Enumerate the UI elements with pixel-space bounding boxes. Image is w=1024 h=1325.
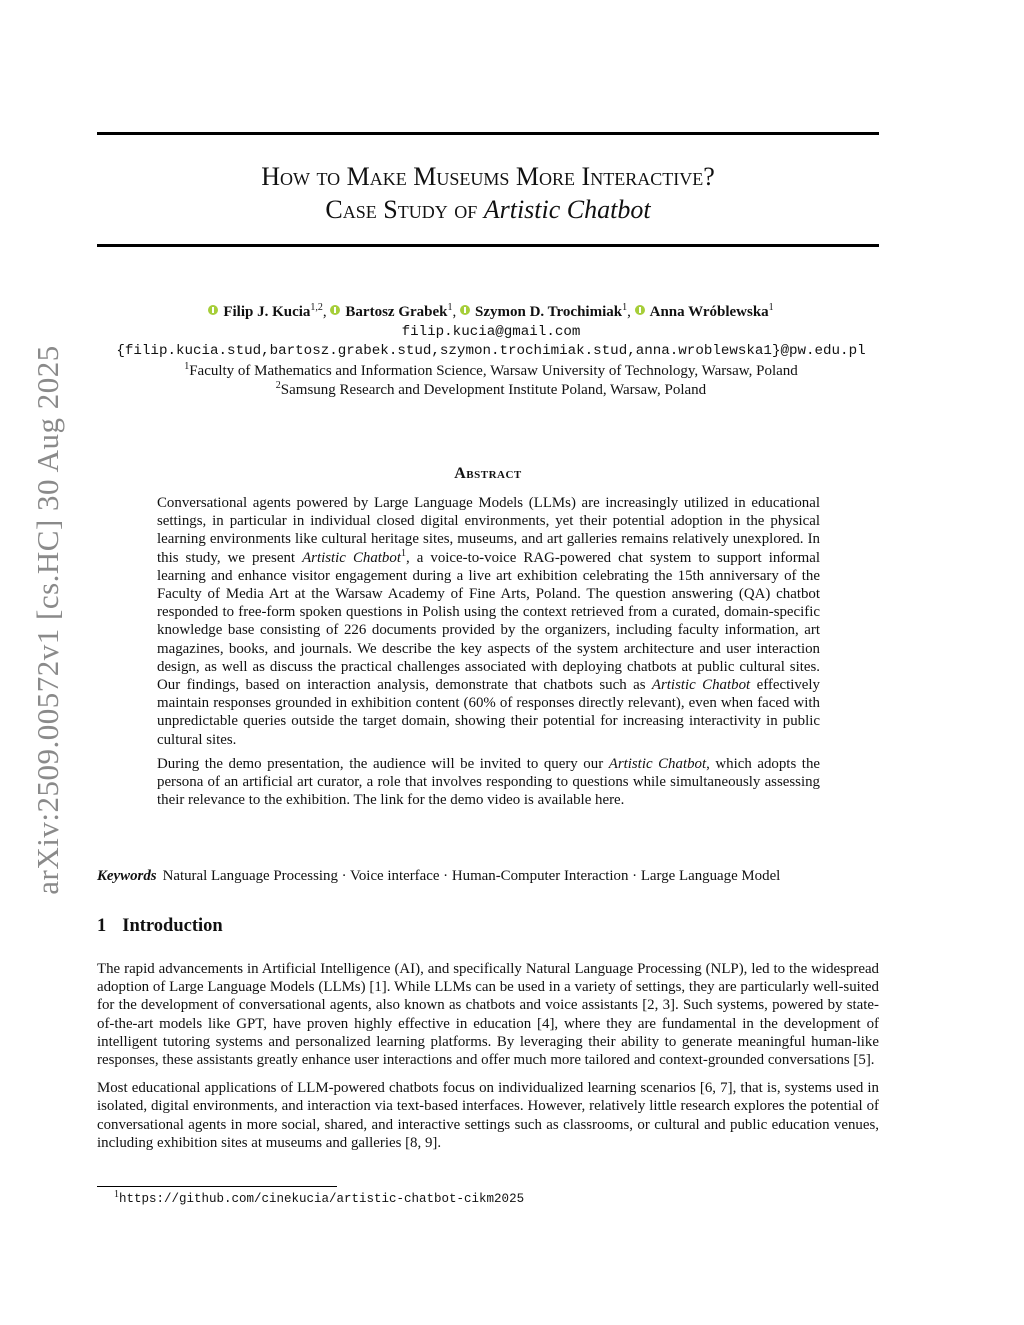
affiliation-1	[60, 362, 922, 382]
abstract-text: , a voice-to-voice RAG-powered chat system to support informal learning and enhance visitor engagement during a live art exhibition celebrating the 15th anniversary of the Faculty of Media Art at the Warsaw Academy of Fine Arts, Poland. The question answering (QA) chatbot responded to free-form spoken questions in Polish using the context retrieved from a curated, domain-specific knowledge base consisting of 226 documents provided by the organizers, including faculty information, art magazines, books, and journals. We describe the key aspects of the system architecture and user interaction design, as well as discuss the practical challenges associated with deploying chatbots at public cultural sites. Our findings, based on interaction analysis, demonstrate that chatbots such as	[157, 549, 820, 694]
title-bottom-rule	[97, 244, 879, 247]
affiliation-2	[60, 381, 922, 401]
author-name: Bartosz Grabek	[345, 304, 448, 320]
title-line-2-prefix: Case Study of	[325, 195, 478, 224]
abstract-body	[157, 494, 820, 815]
keywords-label: Keywords	[97, 868, 157, 884]
abstract-paragraph	[157, 755, 820, 810]
abstract-text: , which adopts the persona of an artificial art curator, a role that involves responding to questions while simultaneously assessing their relevance to the exhibition. The link for the demo video is available here.	[157, 755, 820, 809]
footnote-rule	[97, 1186, 337, 1187]
author-name: Anna Wróblewska	[649, 304, 769, 320]
section-heading	[97, 916, 239, 937]
title-line-2-italic: Artistic Chatbot	[483, 195, 651, 224]
affiliation-sup: 1	[184, 360, 190, 372]
abstract-text: effectively maintain responses grounded in exhibition content (60% of responses directly relevant), even when faced with unpredictable queries outside the target domain, showing their potential for increasing interactivity in public cultural sites.	[157, 677, 820, 748]
paper-title	[97, 160, 879, 226]
footnote-sup: 1	[114, 1189, 119, 1200]
footnote-marker[interactable]: 1	[400, 547, 406, 559]
intro-paragraph: Most educational applications of LLM-powered chatbots focus on individualized learning scenarios [6, 7], that is, systems used in isolated, digital environments, and interaction via text-based interfaces. However, relatively little research explores the potential of conversational agents in more social, shared, and interactive settings such as classrooms, or cultural and public education venues, including exhibition sites at museums and galleries [8, 9].	[97, 1080, 879, 1151]
intro-paragraph: The rapid advancements in Artificial Intelligence (AI), and specifically Natural Language Processing (NLP), led to the widespread adoption of Large Language Models (LLMs) [1]. While LLMs can be used in a variety of settings, they are particularly well-suited for the development of conversational agents, also known as chatbots and voice assistants [2, 3]. Such systems, powered by state-of-the-art models like GPT, have proven highly effective in education [4], where they are fundamental in the development of intelligent tutoring systems and personalized learning platforms. By leveraging their ability to generate meaningful human-like responses, these assistants greatly enhance user interactions and offer much more tailored and context-grounded conversations [5].	[97, 961, 879, 1069]
author-list: Filip J. Kucia$^{1,2}$, Bartosz Grabek$^1$, Szymon D. Trochimiak$^1$, Anna Wróblewska$^1$	[60, 303, 922, 323]
arxiv-stamp: arXiv:2509.00572v1 [cs.HC] 30 Aug 2025	[30, 345, 65, 895]
keywords	[97, 868, 887, 885]
affiliation-text: Samsung Research and Development Institute Poland, Warsaw, Poland	[280, 382, 707, 398]
abstract-text: During the demo presentation, the audience will be invited to query our	[157, 755, 609, 772]
author-block	[60, 303, 922, 401]
section-number: 1	[97, 916, 107, 936]
email-line-2[interactable]: {filip.kucia.stud,bartosz.grabek.stud,szymon.trochimiak.stud,anna.wroblewska1}@pw.edu.pl	[116, 343, 866, 359]
author-sup: 1	[768, 302, 774, 313]
abstract-italic: Artistic Chatbot	[302, 549, 401, 566]
orcid-icon[interactable]	[460, 305, 470, 315]
abstract-text: Conversational agents powered by Large Language Models (LLMs) are increasingly utilized in educational settings, in particular in individual closed digital environments, yet their potential adoption in the physical learning environments like cultural heritage sites, museums, and art galleries remains relatively unexplored. In this study, we present	[157, 495, 820, 566]
orcid-icon[interactable]	[330, 305, 340, 315]
affiliation-text: Faculty of Mathematics and Information Science, Warsaw University of Technology, Warsaw, Poland	[189, 362, 798, 379]
abstract-italic: Artistic Chatbot	[651, 677, 751, 694]
abstract-italic: Artistic Chatbot	[608, 755, 707, 772]
author-sup: 1	[622, 302, 628, 313]
footnote-link[interactable]: https://github.com/cinekucia/artistic-chatbot-cikm2025	[119, 1192, 525, 1206]
section-title: Introduction	[122, 916, 223, 936]
author-sup: 1,2	[310, 302, 323, 313]
abstract-heading: Abstract	[454, 465, 522, 482]
abstract-paragraph	[157, 494, 820, 749]
intro-body	[97, 960, 879, 1162]
orcid-icon[interactable]	[635, 305, 645, 315]
orcid-icon[interactable]	[208, 305, 218, 315]
affiliation-sup: 2	[275, 380, 281, 391]
title-line-1: How to Make Museums More Interactive?	[261, 162, 715, 191]
title-top-rule	[97, 132, 879, 135]
author-name: Filip J. Kucia	[223, 304, 311, 320]
footnote	[114, 1191, 524, 1206]
title-line-2	[97, 193, 879, 226]
keywords-text: Natural Language Processing · Voice interface · Human-Computer Interaction · Large Language Model	[162, 868, 781, 884]
email-line-1[interactable]: filip.kucia@gmail.com	[401, 323, 581, 340]
author-name: Szymon D. Trochimiak	[475, 304, 623, 320]
author-sup: 1	[447, 302, 453, 313]
